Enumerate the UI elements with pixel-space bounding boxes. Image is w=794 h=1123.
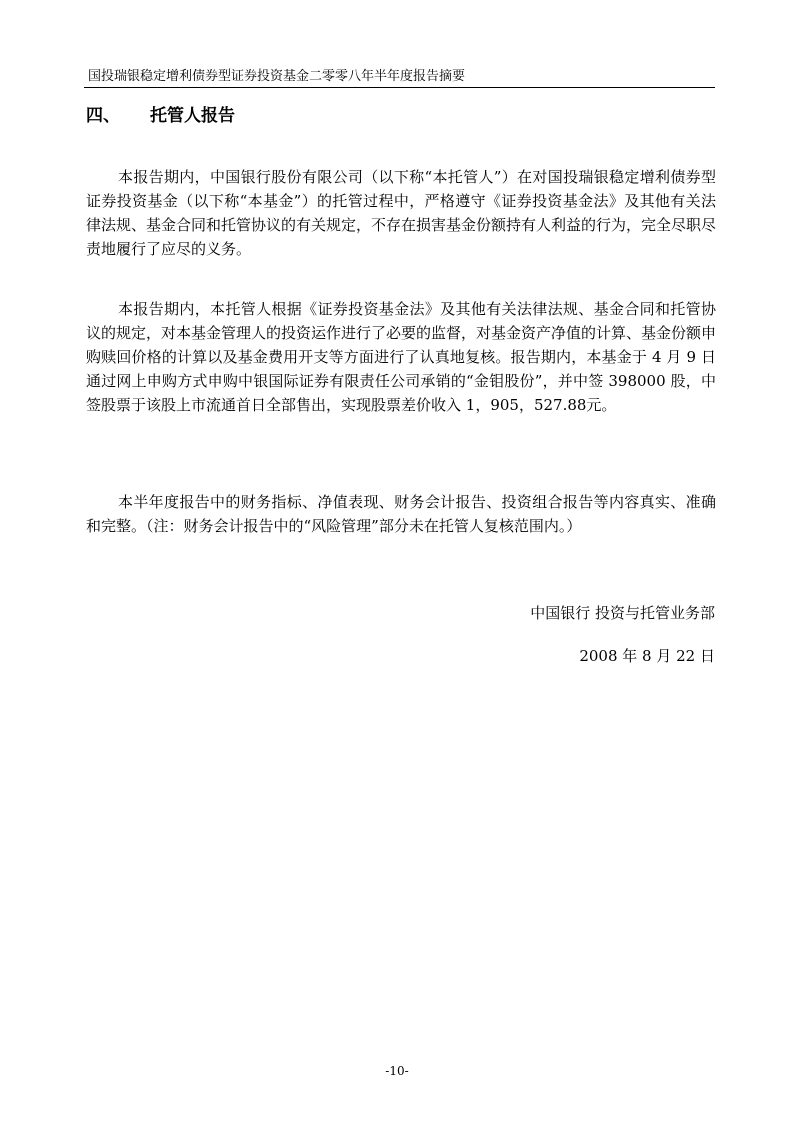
- signature-organization: 中国银行 投资与托管业务部: [530, 604, 715, 622]
- page-number: -10-: [385, 1064, 409, 1078]
- paragraph-2: 本报告期内，本托管人根据《证券投资基金法》及其他有关法律法规、基金合同和托管协议的规定，对本基金管理人的投资运作进行了必要的监督，对基金资产净值的计算、基金份额申购赎回价格的计算以及基金费用开支等方面进行了认真地复核。报告期内，本基金于 4 月 9 日通过网上申购方式申购中银国际证券有限责任公司承销的“金钼股份”，并中签 398000 股，中签股票于该股上市流通首日全部售出，实现股票差价收入 1，905，527.88元。: [86, 300, 717, 414]
- page-header: 国投瑞银稳定增利债券型证券投资基金二零零八年半年度报告摘要: [88, 69, 466, 84]
- paragraph-3: 本半年度报告中的财务指标、净值表现、财务会计报告、投资组合报告等内容真实、准确和完整。（注：财务会计报告中的“风险管理”部分未在托管人复核范围内。）: [86, 493, 716, 535]
- section-number: 四、: [86, 106, 120, 126]
- header-rule: [84, 87, 715, 88]
- section-heading: [86, 101, 235, 126]
- signature-date: 2008 年 8 月 22 日: [579, 647, 715, 665]
- section-title: 托管人报告: [150, 106, 235, 126]
- paragraph-1: 本报告期内，中国银行股份有限公司（以下称“本托管人”）在对国投瑞银稳定增利债券型证券投资基金（以下称“本基金”）的托管过程中，严格遵守《证券投资基金法》及其他有关法律法规、基金合同和托管协议的有关规定，不存在损害基金份额持有人利益的行为，完全尽职尽责地履行了应尽的义务。: [86, 168, 717, 258]
